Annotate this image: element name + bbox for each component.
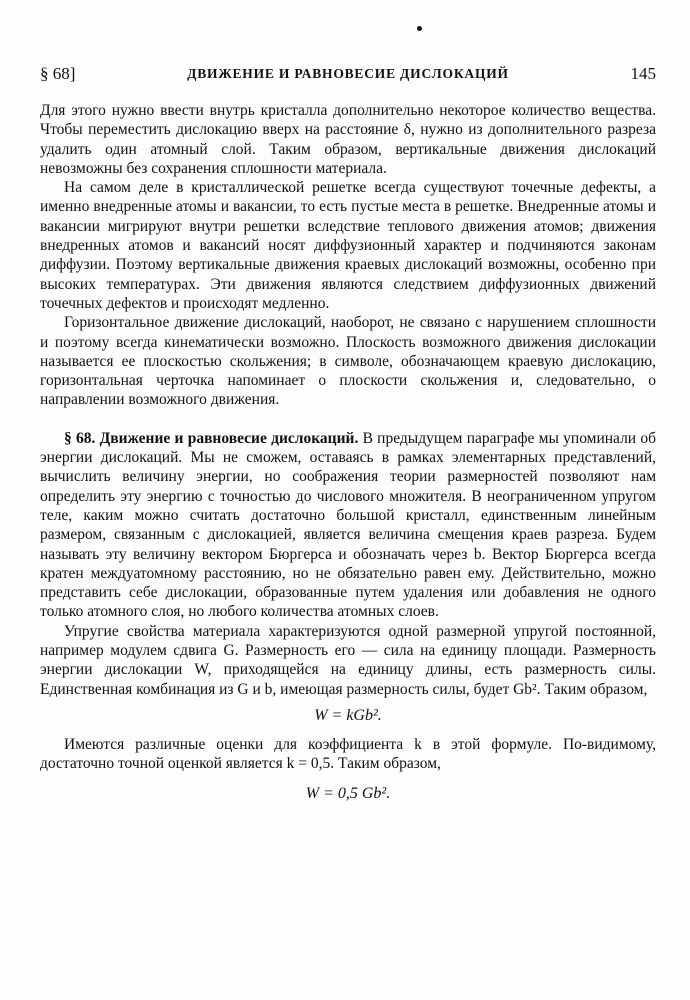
ink-dot — [417, 26, 422, 31]
page-body — [40, 101, 656, 813]
running-header — [40, 64, 656, 86]
header-section: § 68] — [40, 64, 76, 83]
page-number: 145 — [630, 64, 656, 83]
paragraph-3: Горизонтальное движение дислокаций, наоборот, не связано с нарушением сплошности и поэтому всегда кинематически возможно. Плоскость возможного движения дислокации называется ее плоскостью скольжения; в символе, обозначающем краевую дислокацию, горизонтальная черточка напоминает о плоскости скольжения и, следовательно, о направлении возможного движения. — [40, 314, 656, 409]
paragraph-4 — [40, 429, 656, 622]
paragraph-2: На самом деле в кристаллической решетке всегда существуют точечные дефекты, а именно внедренные атомы и вакансии, то есть пустые места в решетке. Внедренные атомы и вакансии мигрируют внутри решетки вследствие теплового движения атомов; движения внедренных атомов и вакансий носят диффузионный характер и подчиняются законам диффузии. Поэтому вертикальные движения краевых дислокаций возможны, особенно при высоких температурах. Эти движения являются следствием диффузионных движений точечных дефектов и происходят медленно. — [40, 179, 656, 312]
paragraph-4-text: В предыдущем параграфе мы упоминали об энергии дислокаций. Мы не сможем, оставаясь в рамках элементарных представлений, вычислить величину энергии, но соображения теории размерностей позволяют нам определить эту энергию с точностью до числового множителя. В неограниченном упругом теле, каким можно считать достаточно большой кристалл, единственным линейным размером, связанным с дислокацией, является величина смещения краев разреза. Будем называть эту величину вектором Бюргерса и обозначать через b. Вектор Бюргерса всегда кратен междуатомному расстоянию, но не обязательно равен ему. Действительно, можно представить себе дислокации, образованные путем удаления или добавления не одного только атомного слоя, но любого количества атомных слоев. — [40, 429, 656, 621]
section-gap — [40, 410, 656, 429]
paragraph-1: Для этого нужно ввести внутрь кристалла дополнительно некоторое количество вещества. Чтобы переместить дислокацию вверх на расстояние δ, нужно из дополнительного разреза удалить один атомный слой. Таким образом, вертикальные движения дислокаций невозможны без сохранения сплошности материала. — [40, 102, 656, 177]
paragraph-5: Упругие свойства материала характеризуются одной размерной упругой постоянной, например модулем сдвига G. Размерность его — сила на единицу площади. Размерность энергии дислокации W, приходящейся на единицу длины, есть размерность силы. Единственная комбинация из G и b, имеющая размерность силы, будет Gb². Таким образом, — [40, 622, 656, 698]
header-title: ДВИЖЕНИЕ И РАВНОВЕСИЕ ДИСЛОКАЦИЙ — [187, 66, 509, 81]
formula-energy-estimate: W = 0,5 Gb². — [305, 784, 391, 802]
paragraph-6: Имеются различные оценки для коэффициента k в этой формуле. По-видимому, достаточно точной оценкой является k = 0,5. Таким образом, — [40, 735, 656, 773]
formula-energy: W = kGb². — [314, 706, 382, 724]
section-heading: § 68. Движение и равновесие дислокаций. — [64, 429, 359, 447]
